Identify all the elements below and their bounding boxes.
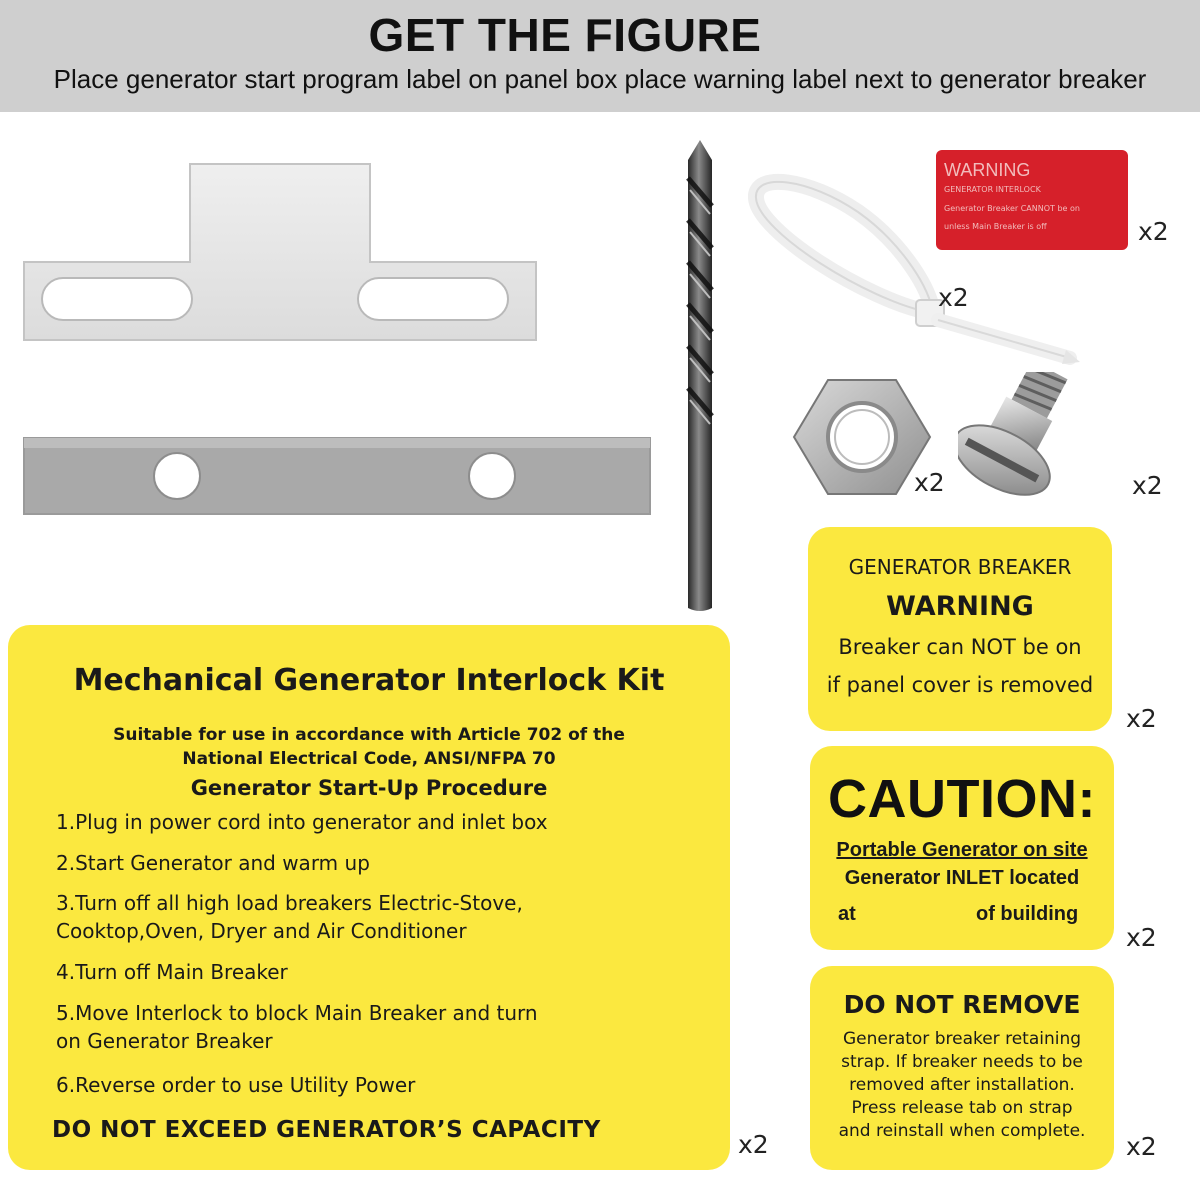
- caution-line1-text: Portable Generator on site: [836, 839, 1088, 861]
- zip-tie-quantity: x2: [938, 283, 969, 312]
- generator-breaker-warning-label: [808, 527, 1112, 731]
- kit-step-6: 6.Reverse order to use Utility Power: [56, 1073, 416, 1097]
- breaker-label-line1: GENERATOR BREAKER: [848, 555, 1072, 579]
- page-subtitle: Place generator start program label on panel box place warning label next to generator breaker: [53, 64, 1147, 94]
- kit-step-2: 2.Start Generator and warm up: [56, 851, 370, 875]
- do-not-remove-line3: removed after installation.: [849, 1075, 1075, 1095]
- caution-line2: Generator INLET located: [844, 867, 1080, 889]
- do-not-remove-line2: strap. If breaker needs to be: [841, 1052, 1083, 1072]
- kit-subtitle-line2: National Electrical Code, ANSI/NFPA 70: [182, 749, 556, 769]
- kit-step-3-line2: Cooktop,Oven, Dryer and Air Conditioner: [56, 919, 467, 943]
- do-not-remove-line4: Press release tab on strap: [851, 1098, 1073, 1118]
- caution-label: [810, 746, 1114, 950]
- header-banner: [0, 0, 1200, 112]
- caution-line1: [810, 839, 1114, 862]
- red-warning-line1: Generator Breaker CANNOT be on: [944, 204, 1080, 213]
- red-warning-heading: WARNING: [944, 160, 1031, 180]
- caution-heading: CAUTION:: [828, 769, 1096, 829]
- do-not-remove-heading: DO NOT REMOVE: [843, 990, 1081, 1019]
- do-not-remove-quantity: x2: [1126, 1132, 1157, 1161]
- kit-step-1: 1.Plug in power cord into generator and inlet box: [56, 810, 548, 834]
- kit-step-4: 4.Turn off Main Breaker: [56, 960, 288, 984]
- hex-nut-quantity: x2: [914, 468, 945, 497]
- kit-label-quantity: x2: [738, 1130, 769, 1159]
- kit-subtitle-line1: Suitable for use in accordance with Article 702 of the: [113, 725, 625, 745]
- kit-procedure-title: Generator Start-Up Procedure: [190, 776, 548, 800]
- kit-title: Mechanical Generator Interlock Kit: [73, 663, 665, 698]
- do-not-remove-label: [810, 966, 1114, 1170]
- page-title: GET THE FIGURE: [368, 9, 762, 61]
- red-warning-line2: unless Main Breaker is off: [944, 222, 1047, 231]
- interlock-plate-image: [20, 160, 540, 345]
- do-not-remove-body: [810, 1028, 1114, 1143]
- shoulder-screw-image: [958, 372, 1138, 520]
- interlock-kit-label: [8, 625, 730, 1170]
- kit-step-3-line1: 3.Turn off all high load breakers Electric-Stove,: [56, 891, 523, 915]
- shoulder-screw-quantity: x2: [1132, 471, 1163, 500]
- retaining-bar-image: [22, 436, 652, 518]
- kit-step-5-line1: 5.Move Interlock to block Main Breaker and turn: [56, 1001, 538, 1025]
- red-warning-subheading: GENERATOR INTERLOCK: [944, 185, 1041, 194]
- caution-of-building-text: of building: [976, 903, 1079, 925]
- do-not-remove-line5: and reinstall when complete.: [838, 1121, 1086, 1141]
- kit-step-5-line2: on Generator Breaker: [56, 1029, 273, 1053]
- drill-bit-image: [672, 138, 728, 616]
- kit-footer-warning: DO NOT EXCEED GENERATOR’S CAPACITY: [52, 1117, 601, 1143]
- red-warning-quantity: x2: [1138, 217, 1169, 246]
- caution-at-text: at: [838, 903, 856, 925]
- breaker-label-line4: if panel cover is removed: [826, 673, 1094, 697]
- red-warning-label: [936, 150, 1128, 250]
- hex-nut-image: [792, 376, 932, 498]
- do-not-remove-line1: Generator breaker retaining: [842, 1029, 1082, 1049]
- breaker-label-heading: WARNING: [886, 591, 1034, 622]
- breaker-label-line3: Breaker can NOT be on: [838, 635, 1082, 659]
- caution-label-quantity: x2: [1126, 923, 1157, 952]
- breaker-label-quantity: x2: [1126, 704, 1157, 733]
